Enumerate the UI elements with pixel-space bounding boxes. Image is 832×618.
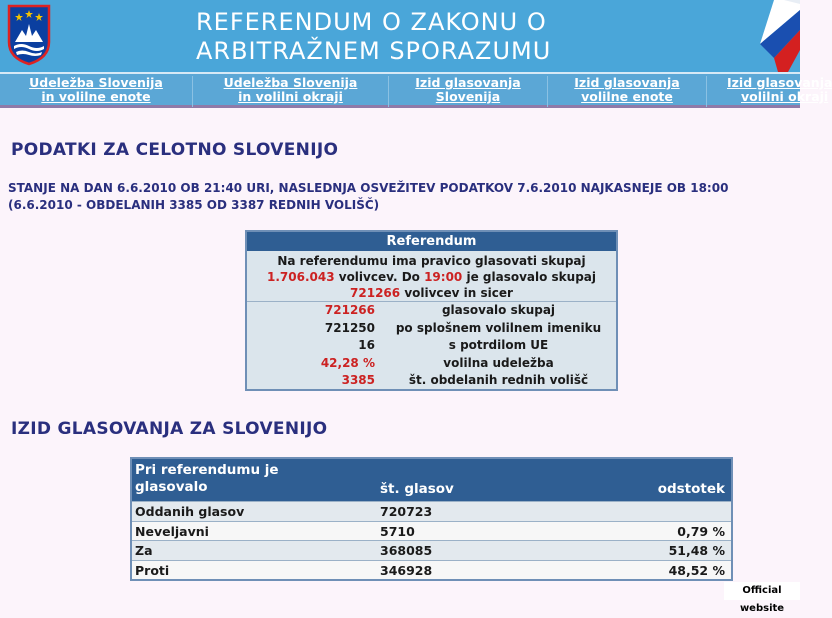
intro-line-1: Na referendumu ima pravico glasovati skupaj <box>277 254 586 268</box>
header-col-label <box>135 462 279 496</box>
section-title-izid-glasovanja: IZID GLASOVANJA ZA SLOVENIJO <box>11 419 328 439</box>
page-header-title <box>196 8 716 66</box>
cell-label: Neveljavni <box>135 523 209 539</box>
nav-label-line2: volilni okraji <box>741 89 829 104</box>
nav-label-line1: Izid glasovanja <box>574 75 680 90</box>
status-line-2: (6.6.2010 - OBDELANIH 3385 OD 3387 REDNIH VOLIŠČ) <box>8 198 380 212</box>
table-row <box>132 521 731 541</box>
nav-label-line1: Udeležba Slovenija <box>29 75 163 90</box>
header-text: glasovalo <box>135 479 208 495</box>
results-table-header <box>132 459 731 501</box>
referendum-row <box>247 355 616 373</box>
cell-percent: 0,79 % <box>677 523 725 539</box>
title-line-2: ARBITRAŽNEM SPORAZUMU <box>196 37 552 65</box>
referendum-row <box>247 302 616 320</box>
coat-of-arms-icon <box>6 4 52 66</box>
intro-text: volivcev in sicer <box>400 286 513 300</box>
table-row <box>132 560 731 580</box>
row-label: št. obdelanih rednih volišč <box>408 373 589 388</box>
referendum-summary-box <box>245 230 618 391</box>
referendum-heading: Referendum <box>247 232 616 251</box>
row-value: 16 <box>358 338 375 353</box>
row-value: 721250 <box>324 320 375 335</box>
intro-line-3 <box>247 285 616 301</box>
nav-label-line2: Slovenija <box>435 89 501 104</box>
status-text <box>8 180 728 214</box>
row-label: po splošnem volilnem imeniku <box>395 320 602 335</box>
time-value: 19:00 <box>424 270 463 284</box>
nav-label-line2: volilne enote <box>581 89 673 104</box>
nav-udelezba-volilne-enote[interactable] <box>0 76 193 107</box>
referendum-row <box>247 337 616 355</box>
flag-stripes-decoration <box>754 0 800 72</box>
header-col-percent: odstotek <box>657 481 725 497</box>
nav-label-line1: Izid glasovanja <box>415 75 521 90</box>
title-line-1: REFERENDUM O ZAKONU O <box>196 8 547 36</box>
intro-line-2 <box>247 269 616 285</box>
row-value: 721266 <box>324 303 375 317</box>
cell-votes: 368085 <box>380 543 433 558</box>
nav-izid-volilni-okraji[interactable] <box>707 75 832 107</box>
nav-izid-slovenija[interactable] <box>389 76 548 107</box>
referendum-intro <box>247 251 616 302</box>
header-col-votes: št. glasov <box>380 481 454 497</box>
table-row <box>132 501 731 521</box>
nav-udelezba-volilni-okraji[interactable] <box>193 76 389 107</box>
nav-izid-volilne-enote[interactable] <box>548 76 707 107</box>
official-website-badge: Official website <box>724 582 800 600</box>
referendum-row <box>247 372 616 390</box>
cell-label: Za <box>135 543 153 558</box>
cell-votes: 346928 <box>380 562 433 578</box>
nav-label-line2: in volilni okraji <box>238 89 343 104</box>
intro-text: je glasovalo skupaj <box>462 270 596 284</box>
table-row <box>132 540 731 560</box>
header-text: Pri referendumu je <box>135 462 279 478</box>
row-label: glasovalo skupaj <box>441 303 556 317</box>
row-value: 3385 <box>341 373 375 388</box>
site-header <box>0 0 800 72</box>
cell-percent: 48,52 % <box>668 562 725 578</box>
main-navigation <box>0 72 832 108</box>
section-title-celotna-slovenija: PODATKI ZA CELOTNO SLOVENIJO <box>11 140 339 160</box>
eligible-voters-value: 1.706.043 <box>266 270 335 284</box>
intro-text: volivcev. Do <box>334 270 425 284</box>
nav-label-line1: Izid glasovanja <box>727 75 832 90</box>
cell-label: Oddanih glasov <box>135 504 245 519</box>
voted-total-value: 721266 <box>350 286 401 300</box>
row-label: s potrdilom UE <box>448 338 549 353</box>
results-table <box>130 457 733 581</box>
nav-label-line2: in volilne enote <box>41 89 151 104</box>
referendum-row <box>247 320 616 338</box>
cell-votes: 5710 <box>380 523 415 539</box>
cell-votes: 720723 <box>380 504 433 519</box>
cell-label: Proti <box>135 562 170 578</box>
nav-label-line1: Udeležba Slovenija <box>223 75 358 90</box>
row-value: 42,28 % <box>320 355 375 370</box>
status-line-1: STANJE NA DAN 6.6.2010 OB 21:40 URI, NASLEDNJA OSVEŽITEV PODATKOV 7.6.2010 NAJKASNEJE OB 18:00 <box>8 181 729 195</box>
row-label: volilna udeležba <box>443 355 554 370</box>
cell-percent: 51,48 % <box>668 543 725 558</box>
